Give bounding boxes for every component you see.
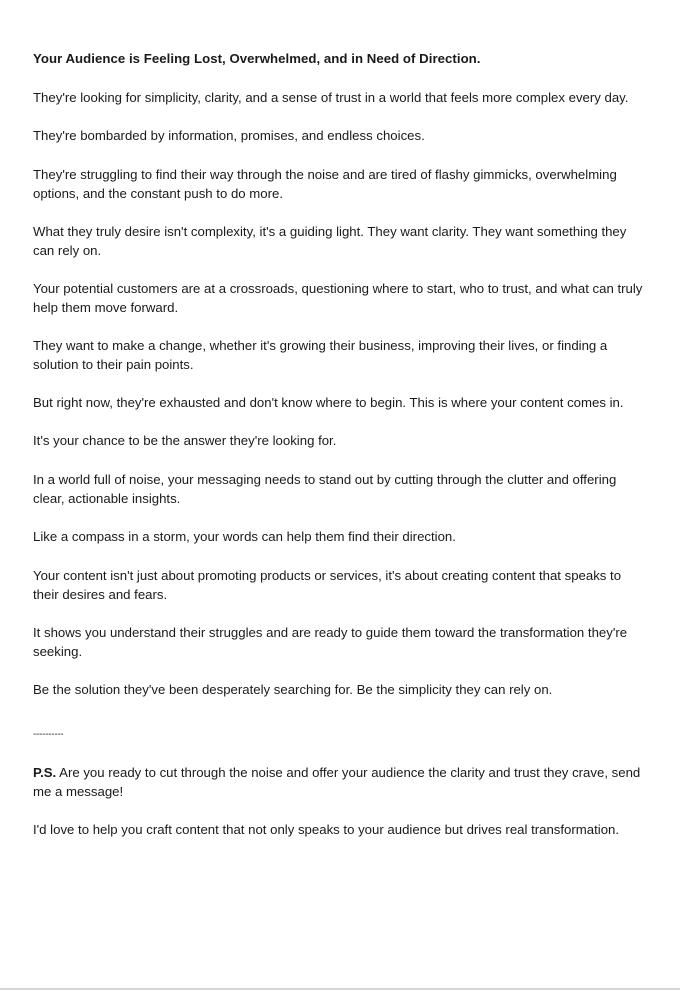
paragraph: In a world full of noise, your messaging needs to stand out by cutting through the clutter and offering clear, actionable insights. [33, 472, 617, 506]
paragraph: What they truly desire isn't complexity, it's a guiding light. They want clarity. They want something they can rely on. [33, 224, 627, 258]
document-body [33, 49, 645, 858]
closing-paragraph: I'd love to help you craft content that not only speaks to your audience but drives real transformation. [33, 822, 620, 837]
paragraph: They're bombarded by information, promises, and endless choices. [33, 128, 425, 143]
ps-text: Are you ready to cut through the noise and offer your audience the clarity and trust they crave, send me a message! [33, 765, 641, 799]
ps-label: P.S. [33, 765, 57, 780]
paragraph: But right now, they're exhausted and don't know where to begin. This is where your content comes in. [33, 395, 624, 410]
postscript [33, 763, 645, 801]
paragraph: They want to make a change, whether it's growing their business, improving their lives, or finding a solution to their pain points. [33, 338, 608, 372]
paragraph: It shows you understand their struggles and are ready to guide them toward the transformation they're seeking. [33, 625, 628, 659]
document-title: Your Audience is Feeling Lost, Overwhelmed, and in Need of Direction. [33, 51, 481, 66]
section-divider: ---------- [33, 729, 64, 740]
paragraph: They're struggling to find their way through the noise and are tired of flashy gimmicks, overwhelming options, and the constant push to do more. [33, 167, 617, 201]
paragraph: Your content isn't just about promoting products or services, it's about creating content that speaks to their desires and fears. [33, 568, 622, 602]
paragraph: Like a compass in a storm, your words can help them find their direction. [33, 529, 456, 544]
paragraph: Your potential customers are at a crossroads, questioning where to start, who to trust, and what can truly help them move forward. [33, 281, 643, 315]
paragraph: It's your chance to be the answer they're looking for. [33, 433, 337, 448]
paragraph: Be the solution they've been desperately searching for. Be the simplicity they can rely on. [33, 682, 553, 697]
paragraph: They're looking for simplicity, clarity, and a sense of trust in a world that feels more complex every day. [33, 90, 629, 105]
